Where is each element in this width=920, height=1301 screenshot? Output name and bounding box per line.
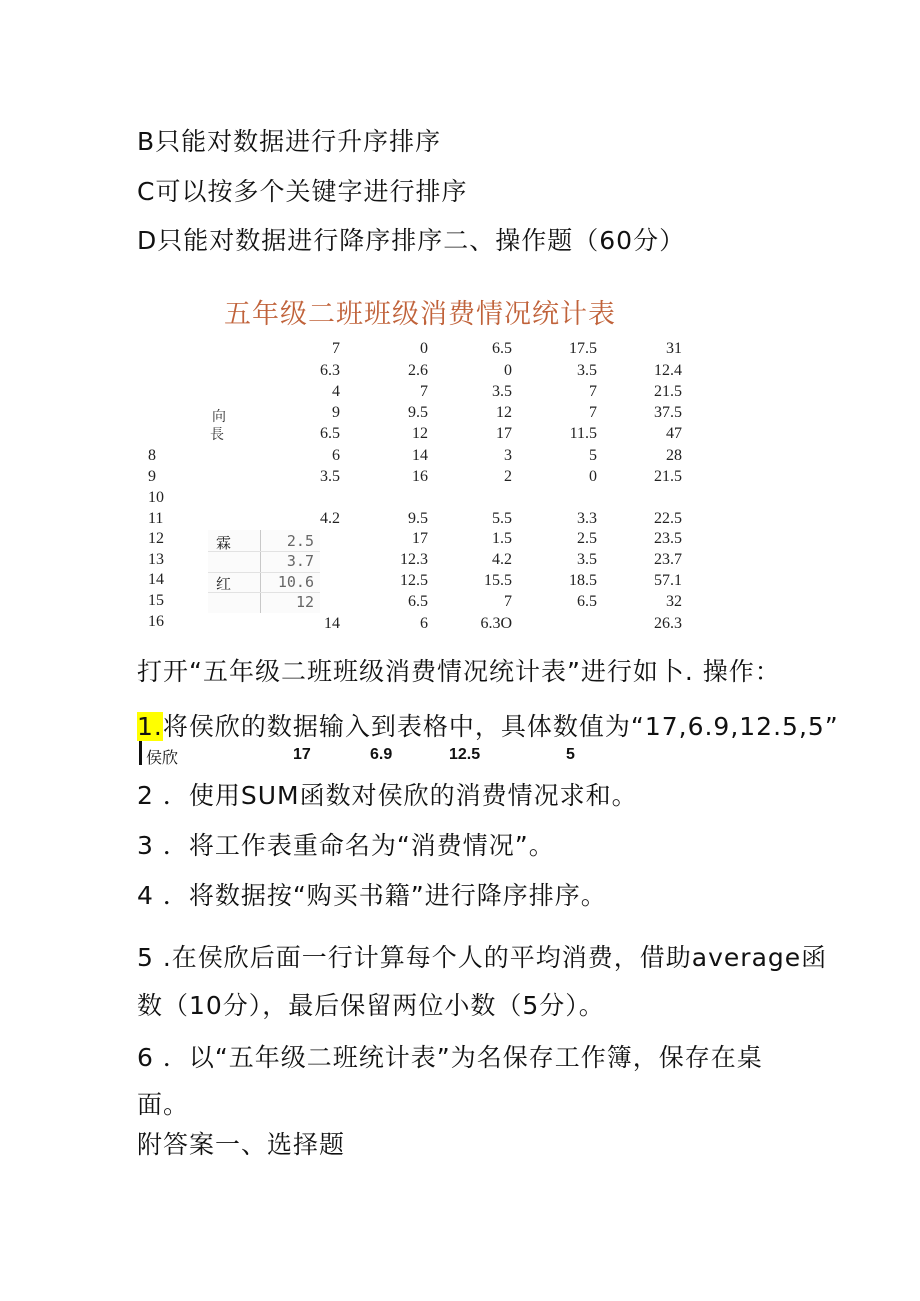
row-number: 14 bbox=[148, 571, 164, 588]
table-cell: 9.5 bbox=[408, 510, 428, 527]
instructions-intro: 打开“五年级二班班级消费情况统计表”进行如卜. 操作： bbox=[137, 657, 781, 686]
table-cell: 0 bbox=[504, 362, 512, 379]
table-cell: 23.5 bbox=[654, 530, 682, 547]
table-cell: 6.5 bbox=[577, 593, 597, 610]
table-cell: 6.3O bbox=[480, 615, 512, 632]
table-cell: 3.5 bbox=[492, 383, 512, 400]
table-cell: 2.5 bbox=[577, 530, 597, 547]
step-1-row-value: 6.9 bbox=[370, 746, 393, 763]
step-1-row-value: 5 bbox=[566, 746, 575, 763]
row-number: 9 bbox=[148, 468, 156, 485]
row-number: 13 bbox=[148, 551, 164, 568]
table-cell: 57.1 bbox=[654, 572, 682, 589]
screenshot-name: 红 bbox=[216, 575, 232, 593]
table-cell: 12.5 bbox=[400, 572, 428, 589]
table-title: 五年级二班班级消费情况统计表 bbox=[224, 299, 616, 330]
table-cell: 7 bbox=[504, 593, 512, 610]
table-cell: 4.2 bbox=[492, 551, 512, 568]
table-cell: 16 bbox=[412, 468, 428, 485]
table-cell: 31 bbox=[666, 340, 682, 357]
row-number: 8 bbox=[148, 447, 156, 464]
step-3: 3 ．将工作表重命名为“消费情况”。 bbox=[137, 831, 555, 860]
table-cell: 6 bbox=[420, 615, 428, 632]
option-c: C可以按多个关键字进行排序 bbox=[137, 177, 468, 206]
screenshot-value: 3.7 bbox=[286, 552, 314, 570]
table-cell: 0 bbox=[420, 340, 428, 357]
step-1-number: 1. bbox=[137, 712, 163, 741]
step-6-line-2: 面。 bbox=[137, 1090, 190, 1119]
table-cell: 12.3 bbox=[400, 551, 428, 568]
table-cell: 3.5 bbox=[577, 551, 597, 568]
step-2: 2 ．使用SUM函数对侯欣的消费情况求和。 bbox=[137, 781, 638, 810]
table-cell: 1.5 bbox=[492, 530, 512, 547]
table-cell: 7 bbox=[589, 383, 597, 400]
text-cursor bbox=[139, 741, 142, 765]
table-cell: 6.5 bbox=[320, 425, 340, 442]
table-cell: 0 bbox=[589, 468, 597, 485]
table-cell: 2.6 bbox=[408, 362, 428, 379]
table-cell: 7 bbox=[420, 383, 428, 400]
table-cell: 7 bbox=[589, 404, 597, 421]
table-cell: 12 bbox=[496, 404, 512, 421]
table-cell: 26.3 bbox=[654, 615, 682, 632]
table-cell: 2 bbox=[504, 468, 512, 485]
step-6-line-1: 6 ．以“五年级二班统计表”为名保存工作簿，保存在桌 bbox=[137, 1043, 763, 1072]
table-cell: 14 bbox=[412, 447, 428, 464]
table-cell: 3 bbox=[504, 447, 512, 464]
table-cell: 32 bbox=[666, 593, 682, 610]
table-cell: 14 bbox=[324, 615, 340, 632]
table-cell: 18.5 bbox=[569, 572, 597, 589]
step-1-row-value: 17 bbox=[293, 746, 311, 763]
table-cell: 5.5 bbox=[492, 510, 512, 527]
table-cell: 5 bbox=[589, 447, 597, 464]
table-cell: 23.7 bbox=[654, 551, 682, 568]
option-d-and-section-heading: D只能对数据进行降序排序二、操作题（60分） bbox=[137, 226, 686, 255]
table-cell: 17 bbox=[496, 425, 512, 442]
table-cell: 9.5 bbox=[408, 404, 428, 421]
step-1 bbox=[137, 707, 839, 743]
table-cell: 21.5 bbox=[654, 383, 682, 400]
side-fragment: 長 bbox=[210, 427, 224, 443]
table-cell: 9 bbox=[332, 404, 340, 421]
table-cell: 3.5 bbox=[320, 468, 340, 485]
table-cell: 6.5 bbox=[492, 340, 512, 357]
table-cell: 12.4 bbox=[654, 362, 682, 379]
table-cell: 21.5 bbox=[654, 468, 682, 485]
screenshot-value: 12 bbox=[295, 593, 314, 611]
table-cell: 22.5 bbox=[654, 510, 682, 527]
table-cell: 6 bbox=[332, 447, 340, 464]
table-cell: 3.5 bbox=[577, 362, 597, 379]
row-number: 15 bbox=[148, 592, 164, 609]
row-number: 10 bbox=[148, 489, 164, 506]
table-cell: 28 bbox=[666, 447, 682, 464]
table-cell: 6.5 bbox=[408, 593, 428, 610]
step-5-line-2: 数（10分），最后保留两位小数（5分）。 bbox=[137, 991, 605, 1020]
answer-heading: 附答案一、选择题 bbox=[137, 1130, 346, 1159]
step-4: 4 ．将数据按“购买书籍”进行降序排序。 bbox=[137, 881, 607, 910]
embedded-screenshot bbox=[208, 530, 320, 613]
table-cell: 17 bbox=[412, 530, 428, 547]
screenshot-value: 10.6 bbox=[277, 573, 314, 591]
screenshot-name: 霖 bbox=[216, 534, 232, 552]
table-cell: 4 bbox=[332, 383, 340, 400]
table-cell: 12 bbox=[412, 425, 428, 442]
table-cell: 6.3 bbox=[320, 362, 340, 379]
table-cell: 47 bbox=[666, 425, 682, 442]
side-fragment: 向 bbox=[212, 409, 226, 425]
step-5-line-1: 5 .在侯欣后面一行计算每个人的平均消费，借助average函 bbox=[137, 943, 828, 972]
table-cell: 4.2 bbox=[320, 510, 340, 527]
step-1-row-name: 侯欣 bbox=[146, 748, 179, 767]
table-cell: 7 bbox=[332, 340, 340, 357]
table-cell: 37.5 bbox=[654, 404, 682, 421]
step-1-row-value: 12.5 bbox=[449, 746, 481, 763]
step-1-text: 将侯欣的数据输入到表格中，具体数值为“17,6.9,12.5,5” bbox=[162, 712, 839, 741]
row-number: 12 bbox=[148, 530, 164, 547]
table-cell: 3.3 bbox=[577, 510, 597, 527]
screenshot-value: 2.5 bbox=[286, 532, 314, 550]
table-cell: 15.5 bbox=[484, 572, 512, 589]
table-cell: 11.5 bbox=[569, 425, 597, 442]
row-number: 11 bbox=[148, 510, 164, 527]
table-cell: 17.5 bbox=[569, 340, 597, 357]
row-number: 16 bbox=[148, 613, 164, 630]
option-b: B只能对数据进行升序排序 bbox=[137, 127, 442, 156]
